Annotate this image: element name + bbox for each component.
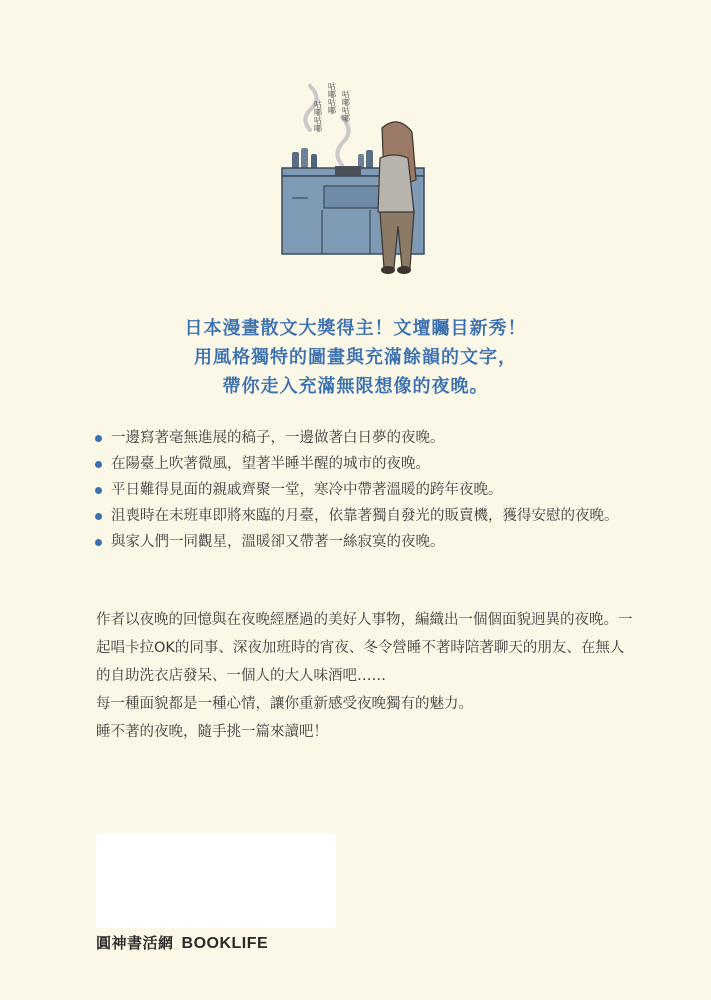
bullet-item: 與家人們一同觀星，溫暖卻又帶著一絲寂寞的夜晚。	[94, 530, 634, 555]
steam-text-3: 咕嘟咕嘟	[341, 90, 351, 122]
publisher-logo	[96, 932, 268, 953]
publisher-name: 圓神書活網	[96, 934, 174, 952]
blank-label-area	[96, 834, 336, 928]
description-paragraph: 睡不著的夜晚，隨手挑一篇來讀吧！	[96, 724, 328, 740]
headline-line-1: 日本漫畫散文大獎得主！文壇矚目新秀！	[184, 318, 527, 339]
steam-right	[337, 117, 348, 165]
description	[96, 606, 636, 746]
steam-text-1: 咕嘟咕嘟	[313, 100, 323, 132]
headline-line-3: 帶你走入充滿無限想像的夜晚。	[222, 376, 489, 397]
woman-sweater	[378, 155, 414, 215]
bullet-item: 平日難得見面的親戚齊聚一堂，寒冷中帶著溫暖的跨年夜晚。	[94, 478, 634, 503]
woman-pants	[380, 212, 414, 268]
bullet-list	[94, 426, 634, 555]
publisher-brand: BOOKLIFE	[181, 935, 269, 952]
bullet-item: 一邊寫著毫無進展的稿子，一邊做著白日夢的夜晚。	[94, 426, 634, 451]
kitchen-illustration	[270, 70, 440, 285]
description-paragraph: 每一種面貌都是一種心情，讓你重新感受夜晚獨有的魅力。	[96, 696, 473, 712]
headline-line-2: 用風格獨特的圖畫與充滿餘韻的文字，	[194, 347, 517, 368]
headline	[0, 314, 711, 401]
description-paragraph: 作者以夜晚的回憶與在夜晚經歷過的美好人事物，編織出一個個面貌迥異的夜晚。一起唱卡拉OK的同事、深夜加班時的宵夜、冬令營睡不著時陪著聊天的朋友、在無人的自助洗衣店發呆、一個人的大人味酒吧……	[96, 612, 633, 684]
steam-text-2: 咕嘟咕嘟	[327, 82, 337, 114]
bullet-item: 沮喪時在末班車即將來臨的月臺，依靠著獨自發光的販賣機，獲得安慰的夜晚。	[94, 504, 634, 529]
bullet-item: 在陽臺上吹著微風，望著半睡半醒的城市的夜晚。	[94, 452, 634, 477]
